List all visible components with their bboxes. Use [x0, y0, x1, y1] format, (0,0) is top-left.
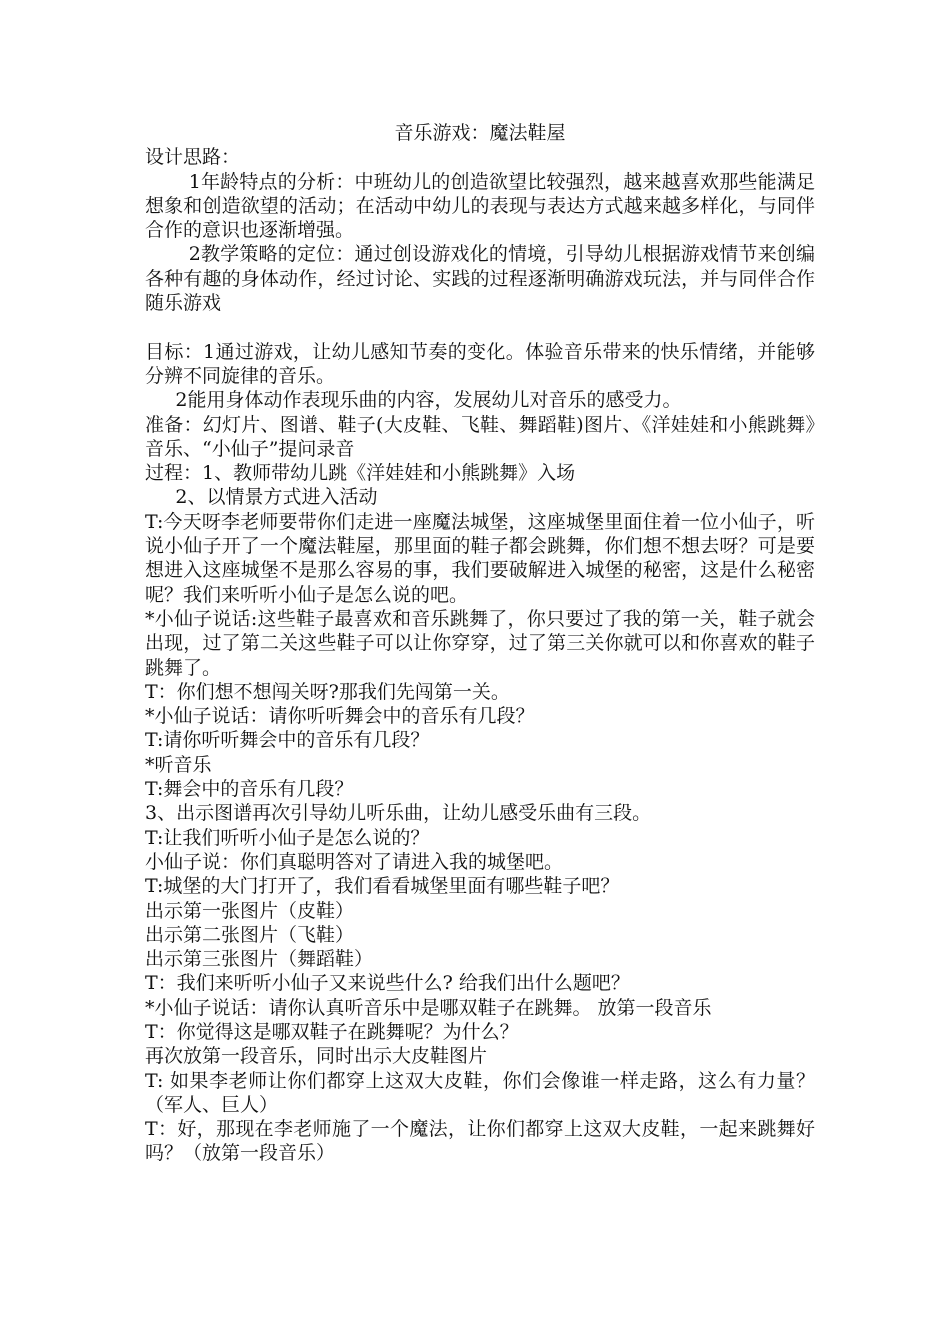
fairy-line-1: *小仙子说话:这些鞋子最喜欢和音乐跳舞了，你只要过了我的第一关，鞋子就会出现，过了第二关这些鞋子可以让你穿穿，过了第三关你就可以和你喜欢的鞋子跳舞了。	[145, 607, 815, 679]
replay-music: 再次放第一段音乐，同时出示大皮鞋图片	[145, 1045, 488, 1068]
teacher-line-8: T：你觉得这是哪双鞋子在跳舞呢？为什么？	[145, 1020, 519, 1043]
teacher-line-7: T：我们来听听小仙子又来说些什么? 给我们出什么题吧？	[145, 972, 630, 995]
teacher-line-10: T：好，那现在李老师施了一个魔法，让你们都穿上这双大皮鞋，一起来跳舞好吗？（放第一段音乐）	[145, 1118, 815, 1165]
picture-3: 出示第三张图片（舞蹈鞋）	[145, 948, 374, 971]
design-paragraph-1: 1年龄特点的分析：中班幼儿的创造欲望比较强烈，越来越喜欢那些能满足想象和创造欲望的活动；在活动中幼儿的表现与表达方式越来越多样化，与同伴合作的意识也逐渐增强。	[145, 170, 815, 242]
fairy-line-2: *小仙子说话：请你听听舞会中的音乐有几段？	[145, 705, 535, 728]
document-page	[145, 121, 815, 1166]
goal-2: 2能用身体动作表现乐曲的内容，发展幼儿对音乐的感受力。	[175, 389, 682, 412]
teacher-line-4: T:舞会中的音乐有几段？	[145, 778, 354, 801]
document-title: 音乐游戏：魔法鞋屋	[394, 122, 566, 144]
design-heading: 设计思路：	[145, 146, 241, 169]
process-step-3: 3、出示图谱再次引导幼儿听乐曲，让幼儿感受乐曲有三段。	[145, 802, 652, 825]
design-paragraph-2: 2教学策略的定位：通过创设游戏化的情境，引导幼儿根据游戏情节来创编各种有趣的身体动作，经过讨论、实践的过程逐渐明确游戏玩法，并与同伴合作随乐游戏	[145, 243, 815, 315]
listen-music: *听音乐	[145, 753, 212, 776]
goal-1: 目标：1通过游戏，让幼儿感知节奏的变化。体验音乐带来的快乐情绪，并能够分辨不同旋律的音乐。	[145, 340, 815, 387]
teacher-line-3: T:请你听听舞会中的音乐有几段？	[145, 729, 430, 752]
preparation: 准备：幻灯片、图谱、鞋子(大皮鞋、飞鞋、舞蹈鞋)图片、《洋娃娃和小熊跳舞》音乐、“小仙子”提问录音	[145, 413, 815, 460]
process-step-1: 过程：1、教师带幼儿跳《洋娃娃和小熊跳舞》入场	[145, 462, 576, 485]
teacher-line-2: T：你们想不想闯关呀?那我们先闯第一关。	[145, 680, 510, 703]
teacher-line-1: T:今天呀李老师要带你们走进一座魔法城堡，这座城堡里面住着一位小仙子，听说小仙子开了一个魔法鞋屋，那里面的鞋子都会跳舞，你们想不想去呀？可是要想进入这座城堡不是那么容易的事，我们要破解进入城堡的秘密，这是什么秘密呢？我们来听听小仙子是怎么说的吧。	[145, 510, 815, 606]
blank-line	[145, 315, 815, 339]
picture-2: 出示第二张图片（飞鞋）	[145, 923, 355, 946]
process-step-2: 2、以情景方式进入活动	[175, 486, 378, 509]
teacher-line-6: T:城堡的大门打开了，我们看看城堡里面有哪些鞋子吧？	[145, 875, 620, 898]
teacher-line-5: T:让我们听听小仙子是怎么说的？	[145, 826, 430, 849]
fairy-line-3: 小仙子说：你们真聪明答对了请进入我的城堡吧。	[145, 850, 564, 873]
fairy-line-4: *小仙子说话：请你认真听音乐中是哪双鞋子在跳舞。 放第一段音乐	[145, 996, 712, 1019]
teacher-line-9: T: 如果李老师让你们都穿上这双大皮鞋，你们会像谁一样走路，这么有力量？（军人、巨人）	[145, 1069, 815, 1116]
picture-1: 出示第一张图片（皮鞋）	[145, 899, 355, 922]
